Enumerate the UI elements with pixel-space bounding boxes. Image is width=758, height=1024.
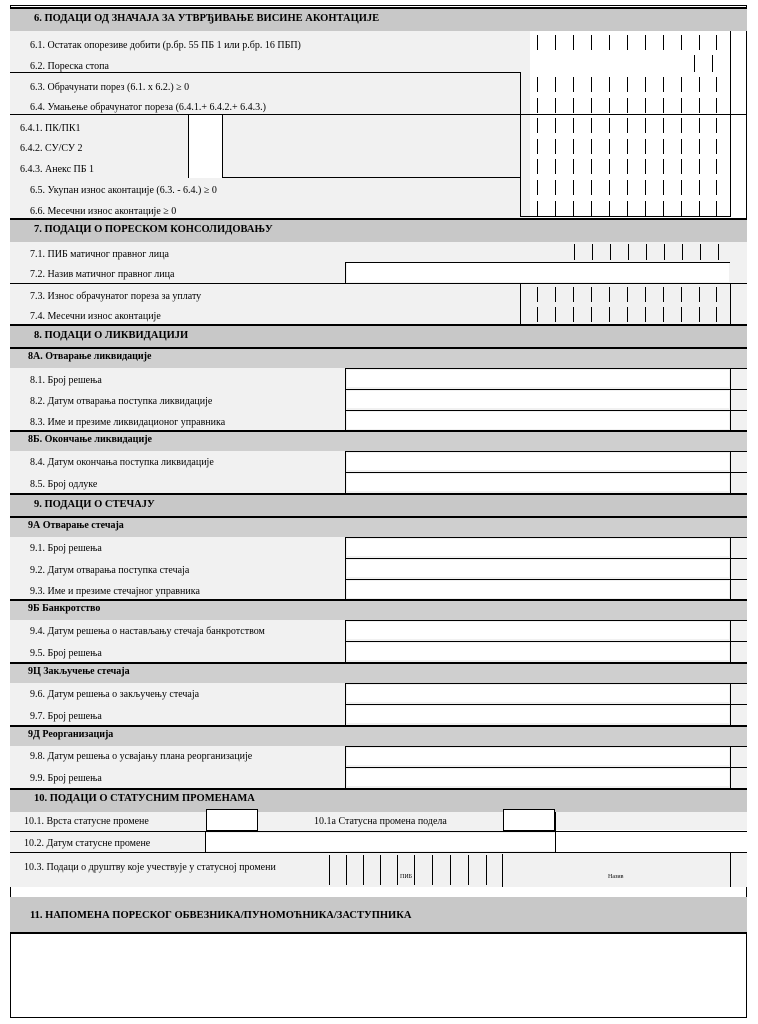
digit-divider — [329, 855, 330, 885]
rule — [730, 558, 731, 579]
digit-divider — [699, 35, 700, 50]
rule — [10, 852, 747, 853]
rule — [520, 72, 521, 216]
text-field[interactable] — [347, 370, 729, 387]
digit-divider — [645, 118, 646, 133]
status-change-blank — [555, 830, 747, 852]
rule — [345, 683, 747, 684]
rule — [345, 558, 747, 559]
section-8-title: 8. ПОДАЦИ О ЛИКВИДАЦИЈИ — [34, 330, 189, 341]
text-field[interactable] — [347, 581, 729, 598]
digit-divider — [663, 77, 664, 92]
rule — [222, 177, 520, 178]
rule — [730, 641, 731, 662]
rule — [520, 283, 521, 324]
digit-divider — [537, 287, 538, 302]
digit-divider — [716, 118, 717, 133]
rule — [345, 620, 346, 641]
rule — [345, 767, 346, 788]
row-9-9-label: 9.9. Број решења — [30, 773, 102, 784]
row-6-5-label: 6.5. Укупан износ аконтације (6.3. - 6.4.) ≥ 0 — [30, 185, 217, 196]
rule — [730, 283, 731, 324]
rule — [345, 368, 346, 389]
digit-divider — [537, 118, 538, 133]
text-field[interactable] — [347, 391, 729, 408]
rule — [730, 852, 747, 853]
digit-divider — [591, 307, 592, 322]
digit-divider — [537, 77, 538, 92]
digit-divider — [716, 159, 717, 174]
section-9c-title: 9Ц Закључење стечаја — [28, 666, 130, 677]
digit-divider — [537, 307, 538, 322]
rule — [345, 641, 747, 642]
naziv-caption: Назив — [608, 874, 624, 880]
row-6-4-label: 6.4. Умањење обрачунатог пореза (6.4.1.+ 6.4.2.+ 6.4.3.) — [30, 102, 267, 113]
digit-divider — [609, 118, 610, 133]
digit-divider — [699, 180, 700, 195]
digit-divider — [555, 201, 556, 216]
text-field[interactable] — [347, 539, 729, 556]
digit-divider — [681, 35, 682, 50]
rule — [188, 114, 189, 178]
rule — [555, 812, 556, 852]
row-6-1-label: 6.1. Остатак опорезиве добити (р.бр. 55 ПБ 1 или р.бр. 16 ПБП) — [30, 40, 301, 51]
digit-divider — [681, 201, 682, 216]
digit-divider — [699, 118, 700, 133]
rule — [730, 620, 731, 641]
row-6-6-label: 6.6. Месечни износ аконтације ≥ 0 — [30, 206, 177, 217]
digit-divider — [537, 98, 538, 113]
digit-divider — [573, 159, 574, 174]
digit-divider — [681, 180, 682, 195]
digit-divider — [573, 139, 574, 154]
digit-divider — [645, 180, 646, 195]
row-6-4-1-label: 6.4.1. ПК/ПК1 — [20, 123, 81, 134]
digit-divider — [537, 159, 538, 174]
rule — [730, 451, 731, 472]
row-9-6-label: 9.6. Датум решења о закључењу стечаја — [30, 689, 200, 700]
digit-divider — [627, 118, 628, 133]
section-8a-title: 8А. Отварање ликвидације — [28, 351, 152, 362]
digit-divider — [627, 287, 628, 302]
digit-divider — [591, 287, 592, 302]
digit-divider — [610, 244, 611, 260]
digit-divider — [573, 287, 574, 302]
rule — [345, 410, 346, 431]
digit-divider — [468, 855, 469, 885]
digit-divider — [681, 77, 682, 92]
code-column — [188, 115, 222, 178]
row-10-1-label: 10.1. Врста статусне промене — [24, 816, 149, 827]
rule — [345, 389, 747, 390]
rule — [345, 579, 747, 580]
digit-divider — [555, 139, 556, 154]
digit-divider — [609, 139, 610, 154]
digit-divider — [645, 98, 646, 113]
digit-divider — [699, 77, 700, 92]
row-8-5-label: 8.5. Број одлуке — [30, 479, 98, 490]
digit-divider — [664, 244, 665, 260]
rule — [730, 746, 731, 767]
digit-divider — [646, 244, 647, 260]
digit-divider — [716, 98, 717, 113]
digit-divider — [699, 159, 700, 174]
parent-name-field[interactable] — [347, 263, 729, 282]
rule — [345, 472, 346, 493]
digit-divider — [592, 244, 593, 260]
digit-divider — [681, 307, 682, 322]
status-change-date-field[interactable] — [206, 833, 555, 851]
digit-divider — [627, 35, 628, 50]
digit-divider — [609, 201, 610, 216]
digit-divider — [716, 77, 717, 92]
digit-divider — [555, 307, 556, 322]
digit-divider — [699, 201, 700, 216]
digit-divider — [716, 201, 717, 216]
digit-divider — [573, 180, 574, 195]
digit-divider — [716, 287, 717, 302]
rule — [345, 537, 346, 558]
digit-divider — [663, 139, 664, 154]
digit-divider — [555, 287, 556, 302]
digit-divider — [627, 180, 628, 195]
digit-divider — [537, 201, 538, 216]
digit-divider — [380, 855, 381, 885]
rule — [10, 72, 520, 73]
digit-divider — [555, 35, 556, 50]
rule — [10, 283, 747, 284]
rule — [345, 410, 747, 411]
digit-divider — [645, 35, 646, 50]
digit-divider — [716, 307, 717, 322]
digit-divider — [609, 180, 610, 195]
digit-divider — [681, 139, 682, 154]
rule — [345, 537, 747, 538]
digit-divider — [397, 855, 398, 885]
rule — [345, 704, 747, 705]
digit-divider — [682, 244, 683, 260]
digit-divider — [591, 201, 592, 216]
section-9d-header — [10, 725, 747, 746]
text-field[interactable] — [347, 474, 729, 491]
digit-divider — [591, 77, 592, 92]
digit-divider — [573, 118, 574, 133]
row-9-4-label: 9.4. Датум решења о настављању стечаја банкротством — [30, 626, 265, 637]
digit-divider — [663, 159, 664, 174]
rule — [345, 262, 730, 263]
section-10-title: 10. ПОДАЦИ О СТАТУСНИМ ПРОМЕНАМА — [34, 793, 255, 804]
status-change-type-field[interactable] — [206, 809, 258, 831]
digit-divider — [450, 855, 451, 885]
rule — [205, 831, 206, 852]
digit-divider — [681, 98, 682, 113]
rule — [345, 620, 747, 621]
digit-divider — [537, 180, 538, 195]
digit-divider — [591, 159, 592, 174]
digit-divider — [681, 287, 682, 302]
rule — [730, 410, 731, 431]
row-6-4-3-label: 6.4.3. Анекс ПБ 1 — [20, 164, 95, 175]
rule — [345, 704, 346, 725]
row-8-1-label: 8.1. Број решења — [30, 375, 102, 386]
digit-divider — [645, 159, 646, 174]
digit-divider — [699, 98, 700, 113]
section-9-title: 9. ПОДАЦИ О СТЕЧАЈУ — [34, 499, 155, 510]
digit-divider — [645, 307, 646, 322]
rule — [730, 472, 731, 493]
digit-divider — [573, 77, 574, 92]
digit-divider — [663, 307, 664, 322]
digit-divider — [627, 201, 628, 216]
row-10-3-label: 10.3. Подаци о друштву које учествује у статусној промени — [24, 862, 276, 873]
digit-divider — [627, 159, 628, 174]
digit-divider — [555, 98, 556, 113]
digit-divider — [609, 35, 610, 50]
digit-divider — [663, 35, 664, 50]
rule — [345, 683, 346, 704]
row-8-3-label: 8.3. Име и презиме ликвидационог управника — [30, 417, 226, 428]
row-6-3-label: 6.3. Обрачунати порез (6.1. x 6.2.) ≥ 0 — [30, 82, 190, 93]
digit-divider — [699, 139, 700, 154]
rule — [502, 854, 503, 887]
digit-divider — [573, 98, 574, 113]
digit-divider — [663, 98, 664, 113]
digit-divider — [537, 35, 538, 50]
digit-divider — [663, 287, 664, 302]
row-6-4-2-label: 6.4.2. СУ/СУ 2 — [20, 143, 83, 154]
digit-divider — [627, 307, 628, 322]
row-9-5-label: 9.5. Број решења — [30, 648, 102, 659]
digit-divider — [700, 244, 701, 260]
rule — [730, 704, 731, 725]
digit-divider — [609, 77, 610, 92]
rule — [345, 746, 747, 747]
rule — [730, 368, 731, 389]
text-field[interactable] — [347, 453, 729, 470]
text-field[interactable] — [347, 643, 729, 660]
row-10-2-label: 10.2. Датум статусне промене — [24, 838, 151, 849]
rule — [345, 641, 346, 662]
rule — [345, 746, 346, 767]
text-field[interactable] — [347, 412, 729, 429]
digit-divider — [486, 855, 487, 885]
rule — [345, 767, 747, 768]
digit-divider — [555, 118, 556, 133]
digit-divider — [645, 139, 646, 154]
section-9a-title: 9А Отварање стечаја — [28, 520, 124, 531]
digit-divider — [699, 287, 700, 302]
note-textarea[interactable] — [11, 934, 746, 1017]
tax-rate-box[interactable] — [694, 55, 695, 72]
row-9-3-label: 9.3. Име и презиме стечајног управника — [30, 586, 200, 597]
digit-divider — [555, 77, 556, 92]
digit-divider — [591, 180, 592, 195]
rule — [345, 389, 346, 410]
rule — [345, 368, 747, 369]
digit-divider — [663, 118, 664, 133]
row-7-2-label: 7.2. Назив матичног правног лица — [30, 269, 175, 280]
row-10-1a-label: 10.1а Статусна промена подела — [314, 816, 447, 827]
rule — [345, 451, 346, 472]
section-11-title: 11. НАПОМЕНА ПОРЕСКОГ ОБВЕЗНИКА/ПУНОМОЋНИКА/ЗАСТУПНИКА — [30, 910, 412, 921]
digit-divider — [627, 98, 628, 113]
rule — [730, 31, 731, 216]
row-9-7-label: 9.7. Број решења — [30, 711, 102, 722]
digit-divider — [363, 855, 364, 885]
digit-divider — [663, 201, 664, 216]
digit-divider — [627, 139, 628, 154]
rule — [345, 451, 747, 452]
digit-divider — [609, 159, 610, 174]
digit-divider — [346, 855, 347, 885]
digit-divider — [591, 98, 592, 113]
row-7-1-label: 7.1. ПИБ матичног правног лица — [30, 249, 169, 260]
section-6-title: 6. ПОДАЦИ ОД ЗНАЧАЈА ЗА УТВРЂИВАЊЕ ВИСИНЕ АКОНТАЦИЈЕ — [34, 13, 380, 24]
rule — [730, 537, 731, 558]
digit-divider — [681, 159, 682, 174]
section-9b-title: 9Б Банкротство — [28, 603, 101, 614]
digit-divider — [573, 201, 574, 216]
rule — [345, 558, 346, 579]
digit-divider — [555, 180, 556, 195]
digit-divider — [574, 244, 575, 260]
digit-divider — [609, 287, 610, 302]
digit-divider — [716, 139, 717, 154]
digit-divider — [718, 244, 719, 260]
text-field[interactable] — [347, 622, 729, 639]
text-field[interactable] — [347, 560, 729, 577]
text-field[interactable] — [347, 706, 729, 723]
digit-divider — [627, 77, 628, 92]
text-field[interactable] — [347, 769, 729, 786]
digit-divider — [591, 139, 592, 154]
rule — [345, 262, 346, 283]
digit-divider — [645, 201, 646, 216]
tax-rate-box[interactable] — [712, 55, 713, 72]
digit-divider — [573, 35, 574, 50]
row-7-3-label: 7.3. Износ обрачунатог пореза за уплату — [30, 291, 202, 302]
text-field[interactable] — [347, 748, 729, 765]
rule — [730, 852, 731, 887]
status-change-division-field[interactable] — [503, 809, 555, 831]
digit-divider — [555, 159, 556, 174]
rule — [345, 472, 747, 473]
rule — [730, 767, 731, 788]
row-9-1-label: 9.1. Број решења — [30, 543, 102, 554]
digit-divider — [414, 855, 415, 885]
rule — [730, 579, 731, 600]
digit-divider — [628, 244, 629, 260]
rule — [520, 216, 731, 217]
digit-divider — [681, 118, 682, 133]
rule — [10, 114, 747, 115]
row-6-2-label: 6.2. Пореска стопа — [30, 61, 109, 72]
row-7-4-label: 7.4. Месечни износ аконтације — [30, 311, 161, 322]
row-9-2-label: 9.2. Датум отварања поступка стечаја — [30, 565, 190, 576]
digit-divider — [663, 180, 664, 195]
digit-divider — [537, 139, 538, 154]
section-9b-header — [10, 599, 747, 620]
rule — [345, 579, 346, 600]
digit-divider — [591, 118, 592, 133]
row-8-4-label: 8.4. Датум окончања поступка ликвидације — [30, 457, 214, 468]
pib-caption: ПИБ — [400, 874, 413, 880]
digit-divider — [573, 307, 574, 322]
digit-divider — [699, 307, 700, 322]
digit-divider — [716, 35, 717, 50]
digit-divider — [645, 77, 646, 92]
section-9d-title: 9Д Реорганизација — [28, 729, 114, 740]
row-8-2-label: 8.2. Датум отварања поступка ликвидације — [30, 396, 213, 407]
rule — [10, 831, 747, 832]
rule — [730, 389, 731, 410]
section-8b-title: 8Б. Окончање ликвидације — [28, 434, 152, 445]
section-7-title: 7. ПОДАЦИ О ПОРЕСКОМ КОНСОЛИДОВАЊУ — [34, 224, 273, 235]
digit-divider — [645, 287, 646, 302]
digit-divider — [716, 180, 717, 195]
digit-divider — [609, 98, 610, 113]
digit-divider — [609, 307, 610, 322]
digit-divider — [432, 855, 433, 885]
rule — [222, 114, 223, 178]
digit-divider — [591, 35, 592, 50]
row-9-8-label: 9.8. Датум решења о усвајању плана реорганизације — [30, 751, 253, 762]
rule — [730, 683, 731, 704]
text-field[interactable] — [347, 685, 729, 702]
